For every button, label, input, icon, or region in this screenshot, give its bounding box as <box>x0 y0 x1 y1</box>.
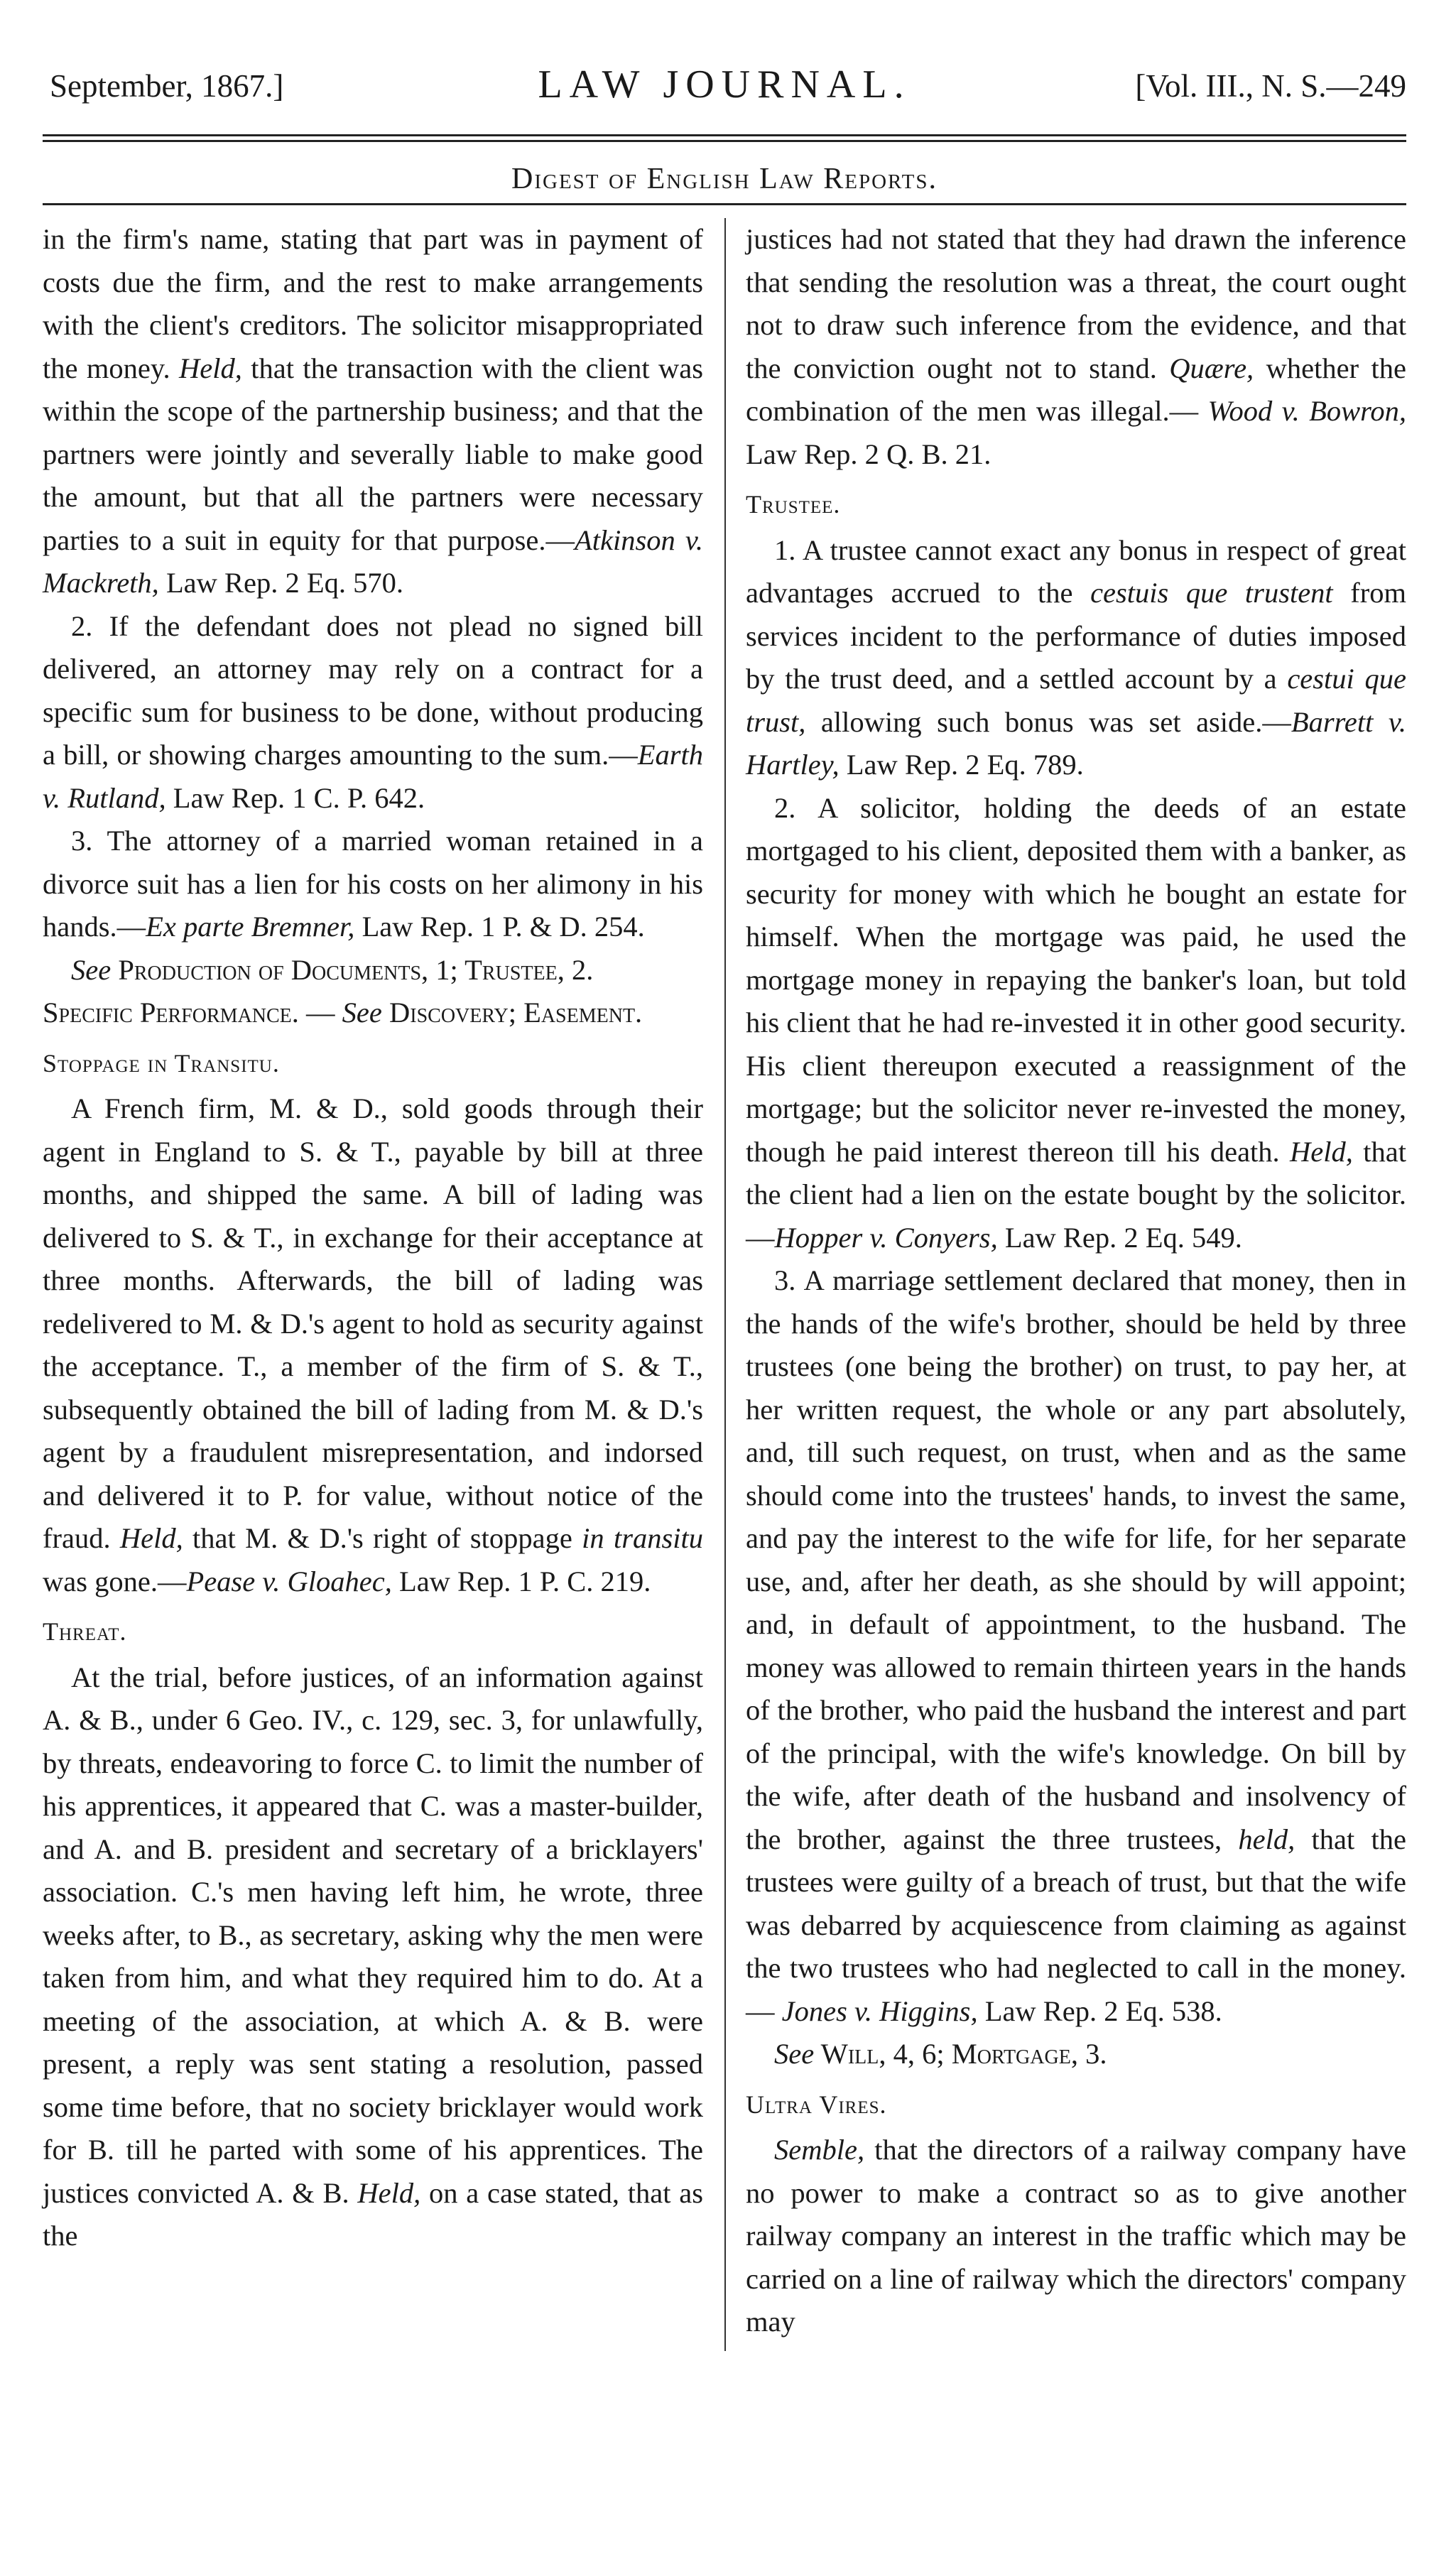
entry-partnership-continued: in the firm's name, stating that part was in payment of costs due the firm, and the rest to make arrangements with the client's creditors. The solicitor misappropriated the money. Held, that the transaction with the client was within the scope of the partnership business; and that the partners were jointly and severally liable to make good the amount, but that all the partners were necessary parties to a suit in equity for that purpose.—Atkinson v. Mackreth, Law Rep. 2 Eq. 570. <box>43 223 703 599</box>
entry-trustee-2: 2. A solicitor, holding the deeds of an estate mortgaged to his client, deposited them with a banker, as security for money with which he bought an estate for himself. When the mortgage was paid, he used the mortgage money in repaying the banker's loan, but told his client that he had re-invested it in other good security. His client thereupon executed a reassignment of the mortgage; but the solicitor never re-invested the money, though he paid interest thereon till his death. Held, that the client had a lien on the estate bought by the solicitor. —Hopper v. Conyers, Law Rep. 2 Eq. 549. <box>746 791 1406 1254</box>
entry-trustee-3: 3. A marriage settlement declared that money, then in the hands of the wife's brother, should be held by three trustees (one being the brother) on trust, to pay her, at her written request, the whole or any part absolutely, and, till such request, on trust, when and as the same should come into the trustees' hands, to invest the same, and pay the interest to the wife for life, for her separate use, and, after her death, as she should by will appoint; and, in default of appointment, to the husband. The money was allowed to remain thirteen years in the hands of the brother, who paid the husband the interest and part of the principal, with the wife's knowledge. On bill by the wife, after death of the husband and insolvency of the brother, against the three trustees, held, that the trustees were guilty of a breach of trust, but that the wife was debarred by acquiescence from claiming as against the two trustees who had neglected to call in the money.— Jones v. Higgins, Law Rep. 2 Eq. 538. <box>746 1264 1406 2027</box>
issue-date: September, 1867.] <box>50 68 284 104</box>
left-column <box>43 218 724 2344</box>
heading-threat: Threat. <box>43 1617 127 1646</box>
right-column <box>724 218 1406 2344</box>
cross-reference: See Production of Documents, 1; Trustee, 2. <box>71 953 594 986</box>
entry-trustee-1: 1. A trustee cannot exact any bonus in respect of great advantages accrued to the cestuis que trustent from services incident to the performance of duties imposed by the trust deed, and a settled account by a cestui que trust, allowing such bonus was set aside.—Barrett v. Hartley, Law Rep. 2 Eq. 789. <box>746 533 1406 781</box>
entry-stoppage: A French firm, M. & D., sold goods through their agent in England to S. & T., payable by bill at three months, and shipped the same. A bill of lading was delivered to S. & T., in exchange for their acceptance at three months. Afterwards, the bill of lading was redelivered to M. & D.'s agent to hold as security against the acceptance. T., a member of the firm of S. & T., subsequently obtained the bill of lading from M. & D.'s agent by a fraudulent misrepresentation, and indorsed and delivered it to P. for value, without notice of the fraud. Held, that M. & D.'s right of stoppage in transitu was gone.—Pease v. Gloahec, Law Rep. 1 P. C. 219. <box>43 1092 704 1597</box>
entry-threat: At the trial, before justices, of an information against A. & B., under 6 Geo. IV., c. 129, sec. 3, for unlawfully, by threats, endeavoring to force C. to limit the number of his apprentices, it appeared that C. was a master-builder, and A. and B. president and secretary of a bricklayers' association. C.'s men having left him, he wrote, three weeks after, to B., as secretary, asking why the men were taken from him, and what they required him to do. At a meeting of the association, at which A. & B. were present, a reply was sent stating a resolution, passed some time before, that no society bricklayer would work for B. till he parted with some of his apprentices. The justices convicted A. & B. Held, on a case stated, that as the <box>43 1661 703 2252</box>
journal-title: LAW JOURNAL. <box>538 63 911 107</box>
heading-ultra-vires: Ultra Vires. <box>746 2090 887 2119</box>
entry-threat-continued: justices had not stated that they had drawn the inference that sending the resolution was a threat, the court ought not to draw such inference from the evidence, and that the conviction ought not to stand. Quære, whether the combination of the men was illegal.— Wood v. Bowron, Law Rep. 2 Q. B. 21. <box>746 223 1407 470</box>
two-column-body <box>43 218 1406 2344</box>
heading-specific-performance: Specific Performance. — See Discovery; Easement. <box>43 997 643 1028</box>
cross-reference-trustee: See Will, 4, 6; Mortgage, 3. <box>774 2038 1107 2070</box>
heading-stoppage-in-transitu: Stoppage in Transitu. <box>43 1048 280 1077</box>
heading-trustee: Trustee. <box>746 490 841 519</box>
column-divider <box>724 218 726 2351</box>
header-double-rule <box>43 134 1406 142</box>
journal-page <box>43 63 1407 2532</box>
running-head <box>43 63 1406 124</box>
section-rule <box>43 203 1406 205</box>
volume-page: [Vol. III., N. S.—249 <box>1135 68 1406 104</box>
entry-ultra-vires: Semble, that the directors of a railway company have no power to make a contract so as to give another railway company an interest in the traffic which may be carried on a line of railway which the directors' company may <box>746 2134 1406 2338</box>
section-title: Digest of English Law Reports. <box>511 163 938 195</box>
entry-attorney-2: 2. If the defendant does not plead no signed bill delivered, an attorney may rely on a contract for a specific sum for business to be done, without producing a bill, or showing charges amounting to the sum.—Earth v. Rutland, Law Rep. 1 C. P. 642. <box>43 609 703 814</box>
entry-attorney-3: 3. The attorney of a married woman retained in a divorce suit has a lien for his costs on her alimony in his hands.—Ex parte Bremner, Law Rep. 1 P. & D. 254. <box>43 825 703 943</box>
